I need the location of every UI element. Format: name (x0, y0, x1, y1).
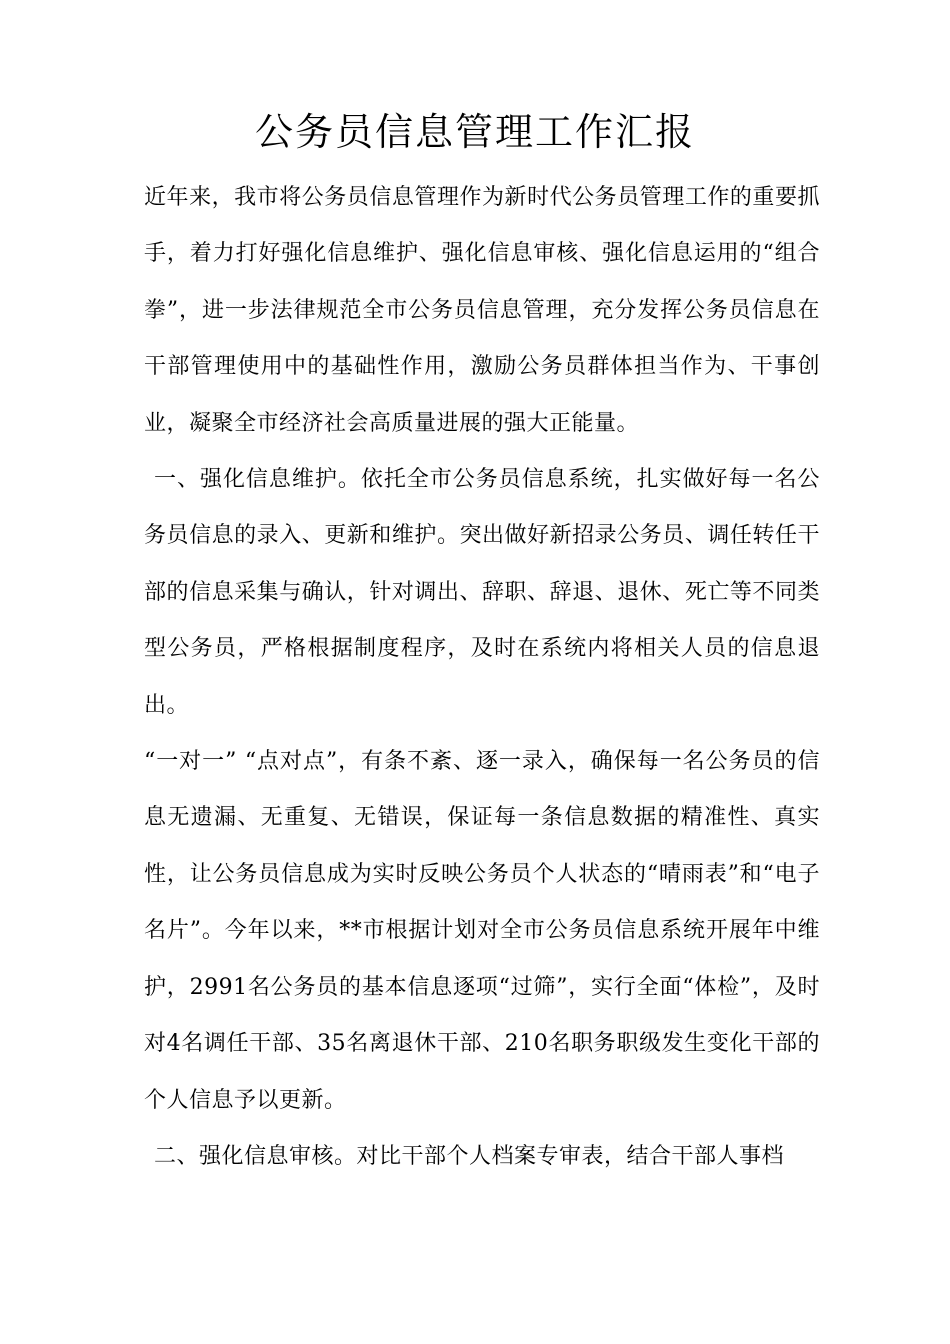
paragraph-section-1: 一、强化信息维护。依托全市公务员信息系统，扎实做好每一名公务员信息的录入、更新和维护。突出做好新招录公务员、调任转任干部的信息采集与确认，针对调出、辞职、辞退、退休、死亡等不同类型公务员，严格根据制度程序，及时在系统内将相关人员的信息退出。 (144, 467, 820, 718)
paragraph-intro: 近年来，我市将公务员信息管理作为新时代公务员管理工作的重要抓手，着力打好强化信息维护、强化信息审核、强化信息运用的“组合拳”，进一步法律规范全市公务员信息管理，充分发挥公务员信息在干部管理使用中的基础性作用，激励公务员群体担当作为、干事创业，凝聚全市经济社会高质量进展的强大正能量。 (144, 185, 820, 436)
paragraph-section-2: 二、强化信息审核。对比干部个人档案专审表，结合干部人事档 (154, 1143, 785, 1169)
document-title: 公务员信息管理工作汇报 (254, 110, 695, 154)
paragraph-section-1-continued: “一对一” “点对点”，有条不紊、逐一录入，确保每一名公务员的信息无遗漏、无重复、无错误，保证每一条信息数据的精准性、真实性，让公务员信息成为实时反映公务员个人状态的“晴雨表”和“电子名片”。今年以来，**市根据计划对全市公务员信息系统开展年中维护，2991名公务员的基本信息逐项“过筛”，实行全面“体检”，及时对4名调任干部、35名离退休干部、210名职务职级发生变化干部的个人信息予以更新。 (144, 749, 820, 1113)
document-body (144, 170, 820, 1185)
